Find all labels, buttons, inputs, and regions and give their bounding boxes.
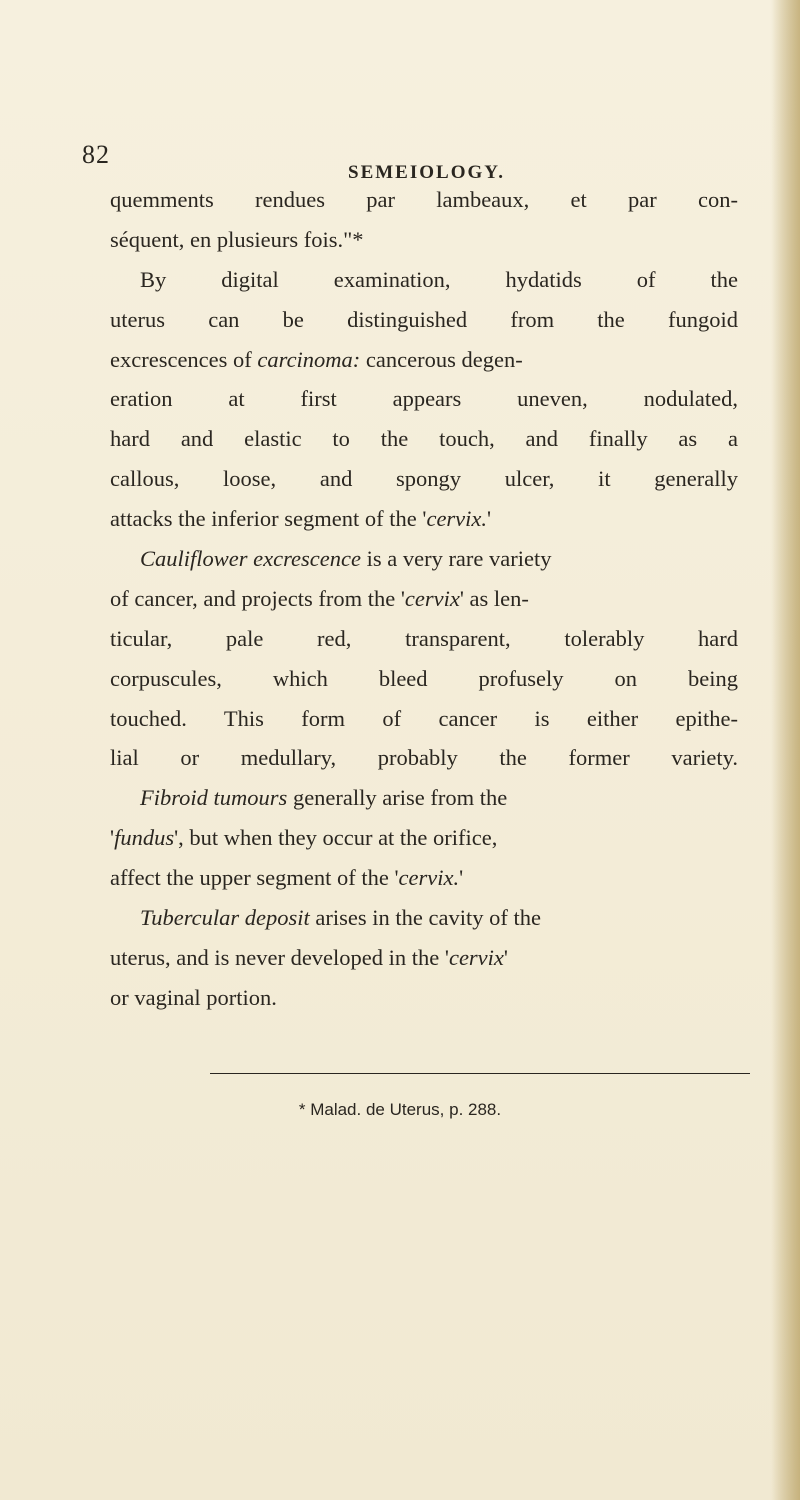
text-line-10: Cauliflower excrescence is a very rare variety <box>140 546 552 572</box>
text-line-8: callous, loose, and spongy ulcer, it generally <box>110 466 738 492</box>
text-line-15: lial or medullary, probably the former variety. <box>110 745 738 771</box>
page-number: 82 <box>82 140 110 169</box>
text-line-18: affect the upper segment of the 'cervix.' <box>110 865 464 891</box>
text-line-9: attacks the inferior segment of the 'cervix.' <box>110 506 492 532</box>
text-line-19: Tubercular deposit arises in the cavity of the <box>140 905 541 931</box>
text-line-14: touched. This form of cancer is either epithe- <box>110 705 738 731</box>
text-line-5: excrescences of carcinoma: cancerous degen- <box>110 346 523 372</box>
text-line-20: uterus, and is never developed in the 'cervix' <box>110 944 508 970</box>
text-line-17: 'fundus', but when they occur at the orifice, <box>110 825 498 851</box>
text-line-7: hard and elastic to the touch, and finally as a <box>110 426 738 452</box>
running-head: SEMEIOLOGY. <box>348 162 505 183</box>
footnote-rule <box>210 1073 750 1074</box>
text-line-4: uterus can be distinguished from the fungoid <box>110 306 738 332</box>
text-line-21: or vaginal portion. <box>110 984 277 1010</box>
text-line-13: corpuscules, which bleed profusely on being <box>110 665 738 691</box>
text-line-16: Fibroid tumours generally arise from the <box>140 785 508 811</box>
text-line-1: quemments rendues par lambeaux, et par con- <box>110 187 738 212</box>
text-line-11: of cancer, and projects from the 'cervix' as len- <box>110 585 529 611</box>
text-line-3: By digital examination, hydatids of the <box>140 266 738 292</box>
page-edge-shadow <box>772 0 800 1500</box>
text-line-12: ticular, pale red, transparent, tolerably hard <box>110 625 738 651</box>
text-line-2: séquent, en plusieurs fois."* <box>110 226 364 252</box>
text-line-6: eration at first appears uneven, nodulated, <box>110 386 738 412</box>
body-text <box>110 180 738 1018</box>
footnote: * Malad. de Uterus, p. 288. <box>298 1100 502 1119</box>
